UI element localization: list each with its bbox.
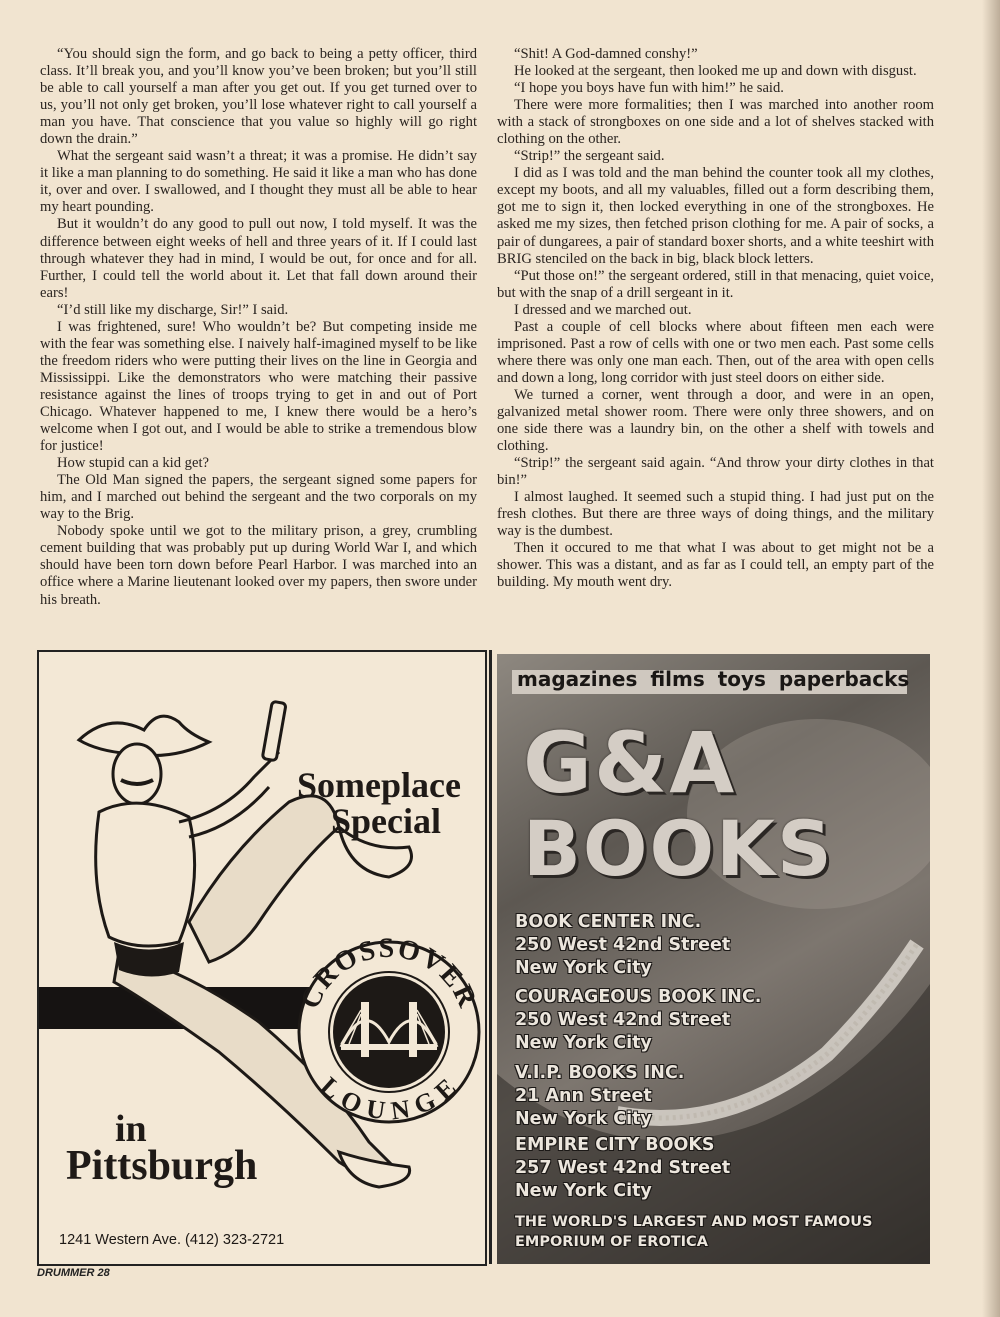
ad-tagline: magazines films toys paperbacks: [517, 667, 910, 691]
ad-headline-line2: Special: [331, 801, 442, 841]
paragraph: “Put those on!” the sergeant ordered, still in that menacing, quiet voice, but with the snap of a drill sergeant in it.: [497, 267, 934, 301]
ad-address: 1241 Western Ave. (412) 323-2721: [59, 1232, 285, 1248]
paragraph: “Shit! A God-damned conshy!”: [514, 46, 698, 62]
ad-headline-line1: Someplace: [297, 765, 461, 805]
paragraph: “You should sign the form, and go back to being a petty officer, third class. It’ll break you, and you’ll know you’ve been broken; but you’ll still be able to call yourself a man after you get out. If you get turned over to us, you’ll not only get broken, you’ll lose whatever right to call yourself a man you have. That conscience that you value so highly will go right down the drain.”: [40, 46, 477, 148]
paragraph: “I hope you boys have fun with him!” he said.: [514, 80, 784, 97]
paragraph: I was frightened, sure! Who wouldn’t be? But competing inside me with the fear was something else. I naively half-imagined myself to be like the freedom riders who were putting their lives on the line in Georgia and Mississippi. Like the demonstrators who were matching their passive resistance against the lines of troops trying to get in and out of Port Chicago. Whatever happened to me, I knew there would be a hero’s welcome when I got out, and I would be able to strike a tremendous blow for justice!: [40, 318, 477, 455]
logo-bottom-text: LOUNGE: [314, 1071, 464, 1126]
paragraph: Past a couple of cell blocks where about fifteen men each were imprisoned. Past a row of cells with one or two men each. Past some cells where there was only one man each. Then, out of the area with open cells and down a long, long corridor with just steel doors on either side.: [497, 318, 934, 386]
paragraph: Nobody spoke until we got to the military prison, a grey, crumbling cement building that was probably put up during World War I, and which should have been torn down before Pearl Harbor. I was marched into an office where a Marine lieutenant looked over my papers, then swore under his breath.: [40, 523, 477, 608]
store-street: 250 West 42nd Street: [515, 1010, 731, 1030]
ad-slogan: [515, 1212, 873, 1252]
paragraph: How stupid can a kid get?: [57, 455, 209, 472]
paragraph: “I’d still like my discharge, Sir!” I said.: [57, 301, 289, 318]
paragraph: I almost laughed. It seemed such a stupid thing. I had just put on the fresh clothes. But there are three ways of doing things, and the military way is the dumbest.: [497, 489, 934, 540]
store-street: 250 West 42nd Street: [515, 935, 731, 955]
logo-top-text: CROSSOVER: [294, 932, 484, 1014]
store-street: 257 West 42nd Street: [515, 1158, 731, 1178]
store-name: EMPIRE CITY BOOKS: [515, 1135, 715, 1155]
article-column-left: [40, 46, 477, 609]
store-city: New York City: [515, 1181, 652, 1201]
store-listing: [515, 911, 730, 980]
store-listing: [515, 1134, 730, 1203]
ga-books-ad: [497, 654, 930, 1264]
paragraph: He looked at the sergeant, then looked me up and down with disgust.: [514, 63, 917, 80]
store-listing: [515, 986, 761, 1055]
page-footer: DRUMMER 28: [37, 1267, 110, 1279]
ad-city-line1: in: [115, 1108, 147, 1150]
article-column-right: [497, 46, 934, 592]
paragraph: There were more formalities; then I was marched into another room with a stack of strongboxes on one side and a lot of shelves stacked with clothing on the other.: [497, 97, 934, 148]
slogan-line2: EMPORIUM OF EROTICA: [515, 1234, 708, 1250]
brand-line1: G&A: [523, 714, 737, 812]
page-edge-shadow: [982, 0, 1000, 1317]
brand-line2: BOOKS: [523, 804, 834, 893]
slogan-line1: THE WORLD'S LARGEST AND MOST FAMOUS: [515, 1214, 873, 1230]
svg-text:LOUNGE: [315, 1071, 463, 1125]
paragraph: I dressed and we marched out.: [514, 301, 692, 318]
store-name: BOOK CENTER INC.: [515, 912, 702, 932]
paragraph: But it wouldn’t do any good to pull out now, I told myself. It was the difference between eight weeks of hell and three years of it. If I could last through whatever they had in mind, I would be out, for once and for all. Further, I could tell the world about it. Let that fall down around their ears!: [40, 216, 477, 301]
store-listing: [515, 1062, 684, 1131]
ad-city-line2: Pittsburgh: [66, 1143, 258, 1189]
store-city: New York City: [515, 1033, 652, 1053]
paragraph: We turned a corner, went through a door, and were in an open, galvanized metal shower room. There were only three showers, and on one side there was a laundry bin, on the other a shelf with towels and clothing.: [497, 386, 934, 455]
crossover-lounge-ad: [37, 650, 487, 1266]
paragraph: What the sergeant said wasn’t a threat; it was a promise. He didn’t say it like a man planning to do something. He said it like a man who has done it, over and over. I swallowed, and I thought they must all be able to hear my heart pounding.: [40, 148, 477, 216]
paragraph: I did as I was told and the man behind the counter took all my clothes, except my boots, and all my valuables, filled out a form describing them, got me to sign it, then locked everything in one of the strongboxes. He asked me my sizes, then fetched prison clothing for me. A pair of socks, a pair of dungarees, a pair of standard boxer shorts, and a white teeshirt with BRIG stenciled on the back in big, black block letters.: [497, 165, 934, 267]
paragraph: Then it occured to me that what I was about to get might not be a shower. This was a distant, and as far as I could tell, an empty part of the building. My mouth went dry.: [497, 540, 934, 591]
store-street: 21 Ann Street: [515, 1086, 652, 1106]
store-name: COURAGEOUS BOOK INC.: [515, 987, 762, 1007]
paragraph: “Strip!” the sergeant said again. “And throw your dirty clothes in that bin!”: [497, 455, 934, 489]
store-name: V.I.P. BOOKS INC.: [515, 1063, 685, 1083]
paragraph: “Strip!” the sergeant said.: [514, 148, 665, 165]
paragraph: The Old Man signed the papers, the sergeant signed some papers for him, and I marched out behind the sergeant and the two corporals on my way to the Brig.: [40, 472, 477, 523]
store-city: New York City: [515, 1109, 652, 1129]
store-city: New York City: [515, 958, 652, 978]
ad-divider: [489, 650, 492, 1264]
svg-text:CROSSOVER: [295, 933, 484, 1014]
